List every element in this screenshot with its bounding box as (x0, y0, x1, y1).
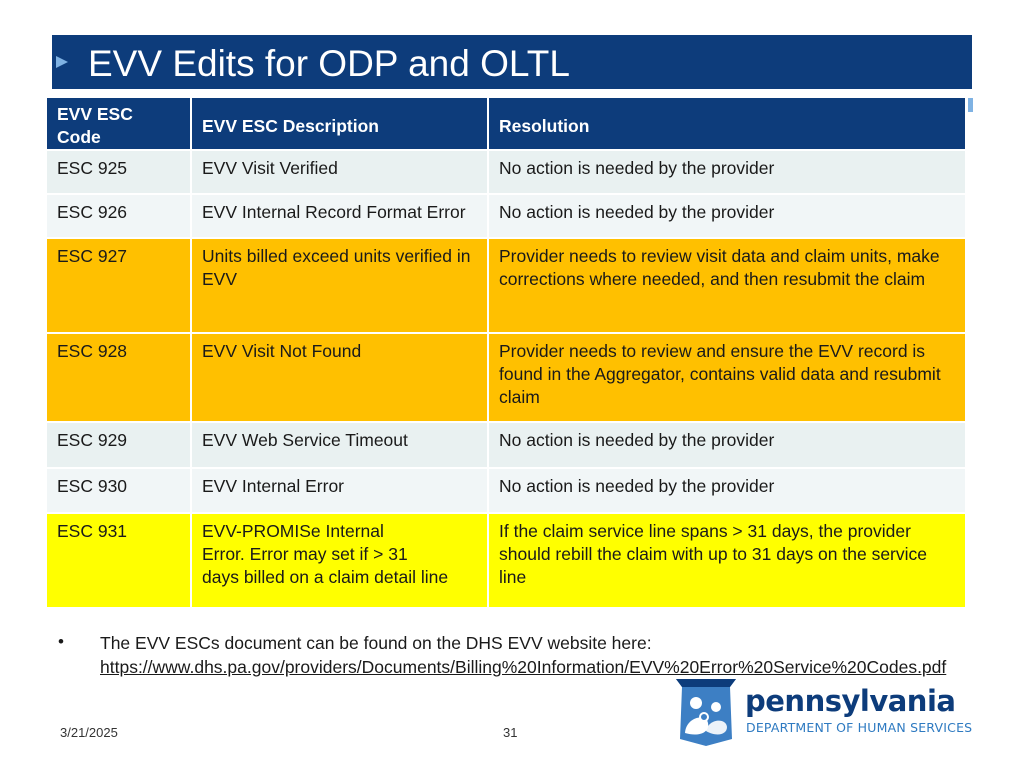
cell-code: ESC 926 (46, 194, 191, 238)
keystone-family-icon (672, 677, 740, 747)
description-line: days billed on a claim detail line (202, 567, 449, 587)
cell-description: EVV Web Service Timeout (191, 422, 488, 468)
cell-resolution: No action is needed by the provider (488, 468, 966, 513)
title-bar (52, 35, 972, 89)
footer-date: 3/21/2025 (60, 725, 118, 740)
table-row (46, 238, 966, 333)
header-resolution: Resolution (488, 97, 966, 150)
description-line: EVV-PROMISe Internal (202, 521, 384, 541)
bullet-icon: • (58, 632, 64, 651)
cell-code: ESC 925 (46, 150, 191, 194)
cell-resolution: No action is needed by the provider (488, 150, 966, 194)
header-esc-code: EVV ESC Code (46, 97, 191, 150)
slide-title: EVV Edits for ODP and OLTL (88, 43, 570, 84)
cell-resolution: No action is needed by the provider (488, 422, 966, 468)
cell-code: ESC 928 (46, 333, 191, 422)
header-esc-description: EVV ESC Description (191, 97, 488, 150)
cell-description (191, 513, 488, 608)
logo-wordmark: pennsylvania (745, 684, 956, 718)
cell-resolution: If the claim service line spans > 31 days, the provider should rebill the claim with up to 31 days on the service line (488, 513, 966, 608)
table-row (46, 468, 966, 513)
cell-resolution: No action is needed by the provider (488, 194, 966, 238)
note-text-block (100, 631, 980, 679)
logo-department: DEPARTMENT OF HUMAN SERVICES (746, 720, 973, 735)
table-row (46, 194, 966, 238)
page-number: 31 (503, 725, 518, 740)
cell-code: ESC 931 (46, 513, 191, 608)
table-row (46, 150, 966, 194)
cell-description: EVV Internal Error (191, 468, 488, 513)
esc-table (45, 96, 967, 609)
table-row (46, 422, 966, 468)
cell-description: EVV Visit Verified (191, 150, 488, 194)
title-arrow-icon (56, 56, 68, 68)
cell-code: ESC 930 (46, 468, 191, 513)
table-header-row (46, 97, 966, 150)
cell-code: ESC 927 (46, 238, 191, 333)
cell-resolution: Provider needs to review visit data and claim units, make corrections where needed, and then resubmit the claim (488, 238, 966, 333)
evv-document-link[interactable]: https://www.dhs.pa.gov/providers/Documents/Billing%20Information/EVV%20Error%20Service%20Codes.pdf (100, 657, 947, 677)
cell-resolution: Provider needs to review and ensure the EVV record is found in the Aggregator, contains valid data and resubmit claim (488, 333, 966, 422)
pa-dhs-logo (672, 677, 982, 749)
cell-code: ESC 929 (46, 422, 191, 468)
cell-description: EVV Visit Not Found (191, 333, 488, 422)
table-row (46, 333, 966, 422)
table-row (46, 513, 966, 608)
cell-description: Units billed exceed units verified in EVV (191, 238, 488, 333)
note-text: The EVV ESCs document can be found on the DHS EVV website here: (100, 633, 652, 653)
description-line: Error. Error may set if > 31 (202, 544, 408, 564)
cell-description: EVV Internal Record Format Error (191, 194, 488, 238)
decorative-edge-mark (968, 98, 973, 112)
